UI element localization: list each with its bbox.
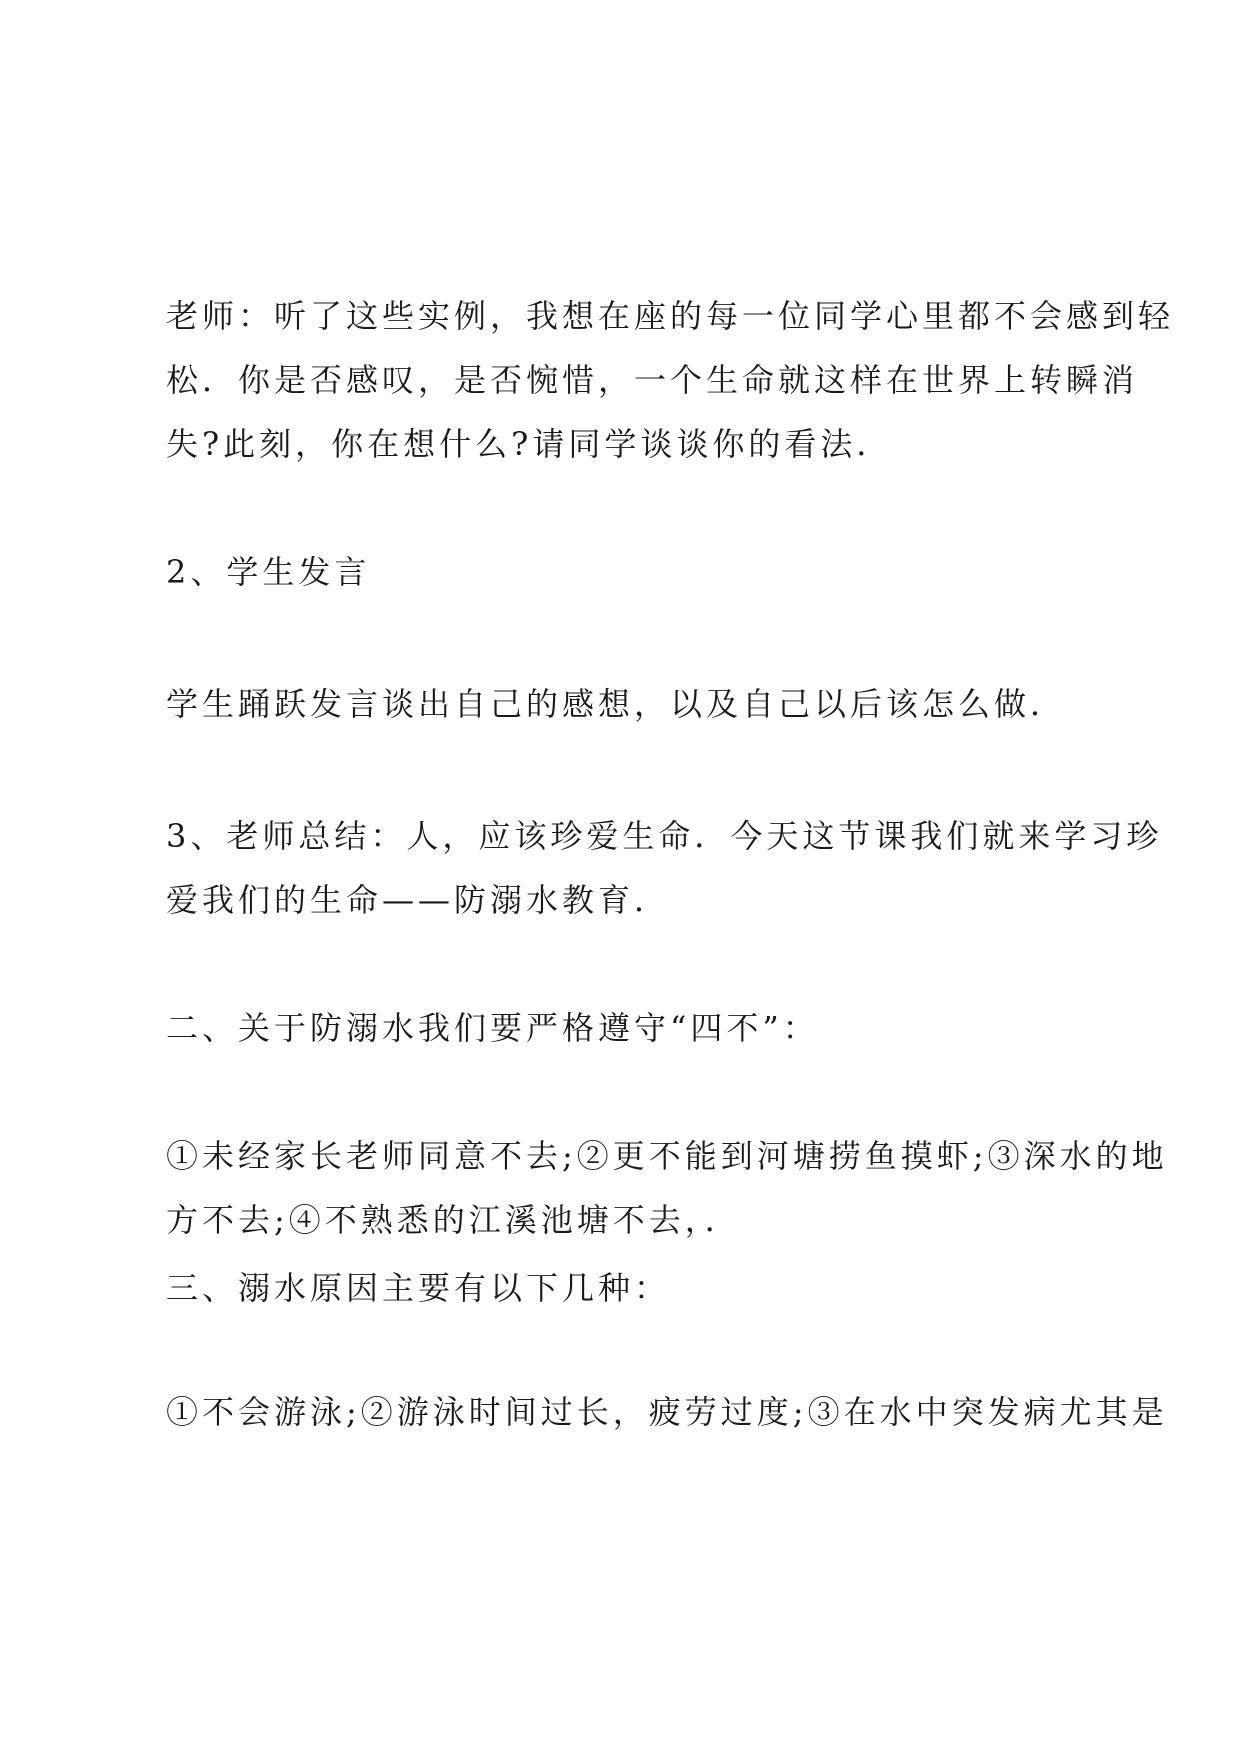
text-line: 松．你是否感叹，是否惋惜，一个生命就这样在世界上转瞬消: [166, 361, 1139, 399]
text-line: 失?此刻，你在想什么?请同学谈谈你的看法．: [166, 425, 893, 463]
paragraph-four-rules: [166, 1124, 1168, 1252]
text-line: 二、关于防溺水我们要严格遵守“四不”：: [166, 1009, 819, 1047]
paragraph-drowning-causes: [166, 1380, 1168, 1444]
heading-student-speech: [166, 540, 1096, 604]
text-line: 2、学生发言: [166, 553, 371, 591]
text-line: ①不会游泳;②游泳时间过长，疲劳过度;③在水中突发病尤其是: [166, 1393, 1168, 1431]
text-line: 方不去;④不熟悉的江溪池塘不去，．: [166, 1201, 741, 1239]
paragraph-teacher-intro: [166, 284, 1175, 476]
heading-drowning-causes: [166, 1256, 1096, 1320]
paragraph-student-speech: [166, 672, 1096, 736]
text-line: ①未经家长老师同意不去;②更不能到河塘捞鱼摸虾;③深水的地: [166, 1137, 1168, 1175]
text-line: 老师：听了这些实例，我想在座的每一位同学心里都不会感到轻: [166, 297, 1175, 335]
text-line: 学生踊跃发言谈出自己的感想，以及自己以后该怎么做．: [166, 685, 1067, 723]
paragraph-teacher-summary: [166, 804, 1163, 932]
heading-four-rules: [166, 996, 1096, 1060]
text-line: 爱我们的生命——防溺水教育．: [166, 881, 671, 919]
text-line: 3、老师总结：人，应该珍爱生命．今天这节课我们就来学习珍: [166, 817, 1163, 855]
text-line: 三、溺水原因主要有以下几种：: [166, 1269, 671, 1307]
